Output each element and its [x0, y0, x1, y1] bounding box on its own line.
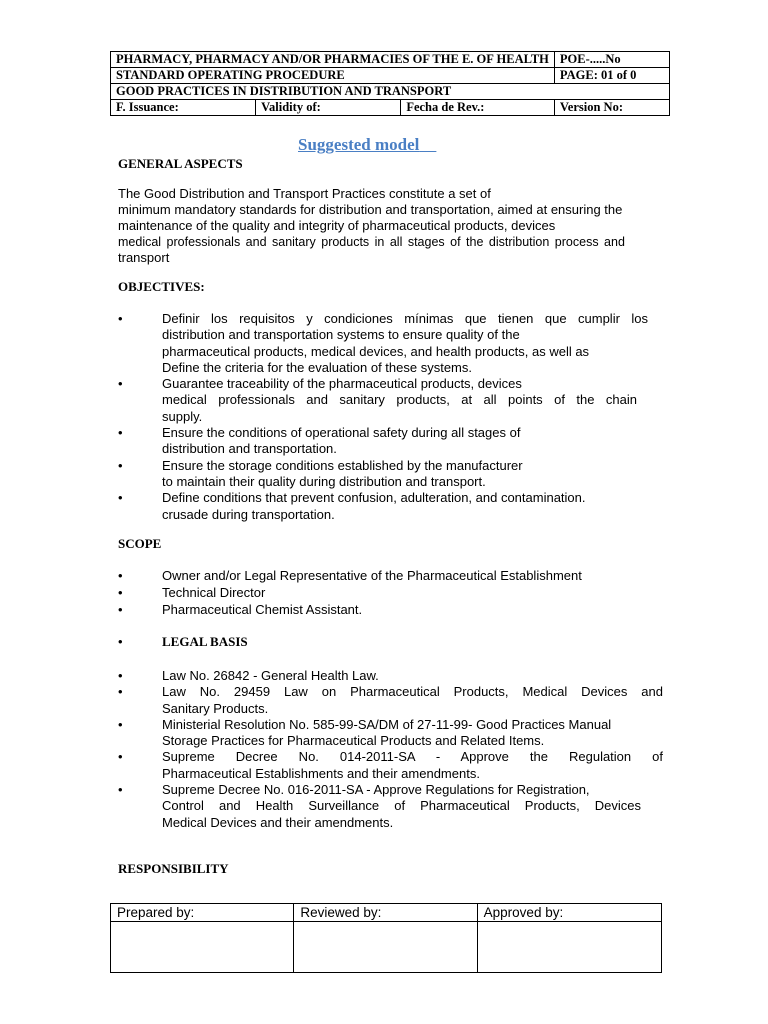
header-title: GOOD PRACTICES IN DISTRIBUTION AND TRANSPORT — [111, 84, 670, 100]
item-line: Sanitary Products. — [162, 700, 269, 716]
item-line: Supreme Decree No. 016-2011-SA - Approve Regulations for Registration, — [162, 782, 590, 798]
item-line: supply. — [162, 408, 203, 424]
item-line: crusade during transportation. — [162, 506, 335, 522]
item-line: Define the criteria for the evaluation of these systems. — [162, 359, 472, 375]
paragraph-line: maintenance of the quality and integrity of pharmaceutical products, devices — [118, 218, 556, 233]
bullet: • — [118, 376, 123, 392]
list-item — [118, 717, 663, 750]
scope-list — [118, 567, 648, 618]
legal-basis-bullet: • — [118, 634, 123, 649]
header-page: PAGE: 01 of 0 — [554, 68, 669, 84]
header-revision-date: Fecha de Rev.: — [401, 100, 555, 116]
list-item — [118, 782, 663, 831]
list-item — [118, 684, 663, 717]
list-item — [118, 567, 648, 584]
header-institution: PHARMACY, PHARMACY AND/OR PHARMACIES OF THE E. OF HEALTH — [111, 52, 555, 68]
paragraph-line: The Good Distribution and Transport Practices constitute a set of — [118, 186, 491, 201]
paragraph-line: minimum mandatory standards for distribution and transportation, aimed at ensuring the — [118, 202, 623, 217]
item-line: Definir los requisitos y condiciones mínimas que tienen que cumplir los — [162, 311, 648, 326]
general-aspects-heading: GENERAL ASPECTS — [118, 156, 243, 171]
item-line: Supreme Decree No. 014-2011-SA - Approve the Regulation of — [162, 749, 663, 765]
item-line: Ministerial Resolution No. 585-99-SA/DM of 27-11-99- Good Practices Manual — [162, 716, 612, 732]
item-line: Ensure the conditions of operational safety during all stages of — [162, 425, 521, 441]
reviewed-by-header: Reviewed by: — [294, 904, 477, 922]
bullet: • — [118, 490, 123, 506]
bullet: • — [118, 749, 123, 765]
item-line: distribution and transportation systems to ensure quality of the — [162, 327, 520, 343]
item-line: Pharmaceutical Chemist Assistant. — [162, 602, 363, 617]
responsibility-table — [110, 903, 662, 973]
list-item — [118, 601, 648, 618]
bullet: • — [118, 668, 123, 683]
objectives-heading: OBJECTIVES: — [118, 279, 205, 294]
list-item — [118, 425, 648, 458]
legal-basis-list — [118, 668, 663, 831]
bullet: • — [118, 585, 123, 600]
item-line: Guarantee traceability of the pharmaceutical products, devices — [162, 376, 522, 392]
paragraph-line: medical professionals and sanitary products in all stages of the distribution process and — [118, 235, 625, 249]
item-line: Define conditions that prevent confusion, adulteration, and contamination. — [162, 490, 586, 506]
header-poe-number: POE-.....No — [554, 52, 669, 68]
approved-by-header: Approved by: — [477, 904, 661, 922]
item-line: Law No. 26842 - General Health Law. — [162, 668, 379, 683]
bullet: • — [118, 311, 123, 326]
item-line: to maintain their quality during distribution and transport. — [162, 473, 486, 489]
item-line: Technical Director — [162, 585, 266, 600]
item-line: medical professionals and sanitary products, at all points of the chain — [162, 392, 637, 408]
list-item — [118, 458, 648, 491]
bullet: • — [118, 684, 123, 700]
objectives-list — [118, 311, 648, 523]
bullet: • — [118, 568, 123, 583]
list-item — [118, 490, 648, 523]
item-line: Storage Practices for Pharmaceutical Products and Related Items. — [162, 733, 545, 749]
legal-basis-heading: LEGAL BASIS — [162, 634, 248, 649]
bullet: • — [118, 457, 123, 473]
item-line: Control and Health Surveillance of Pharmaceutical Products, Devices — [162, 798, 641, 814]
list-item — [118, 668, 663, 684]
header-validity: Validity of: — [256, 100, 401, 116]
bullet: • — [118, 782, 123, 798]
item-line: distribution and transportation. — [162, 441, 337, 457]
list-item — [118, 584, 648, 601]
item-line: Ensure the storage conditions established by the manufacturer — [162, 457, 523, 473]
item-line: Law No. 29459 Law on Pharmaceutical Products, Medical Devices and — [162, 684, 663, 700]
bullet: • — [118, 425, 123, 441]
approved-by-cell[interactable] — [477, 922, 661, 973]
header-version: Version No: — [554, 100, 669, 116]
document-header-table — [110, 51, 670, 116]
list-item — [118, 749, 663, 782]
prepared-by-header: Prepared by: — [111, 904, 294, 922]
reviewed-by-cell[interactable] — [294, 922, 477, 973]
header-issuance: F. Issuance: — [111, 100, 256, 116]
header-doc-type: STANDARD OPERATING PROCEDURE — [111, 68, 555, 84]
bullet: • — [118, 716, 123, 732]
item-line: Pharmaceutical Establishments and their amendments. — [162, 765, 480, 781]
list-item — [118, 311, 648, 376]
item-line: Medical Devices and their amendments. — [162, 814, 394, 830]
prepared-by-cell[interactable] — [111, 922, 294, 973]
general-aspects-paragraph — [118, 186, 674, 266]
list-item — [118, 376, 648, 425]
item-line: pharmaceutical products, medical devices, and health products, as well as — [162, 343, 590, 359]
scope-heading: SCOPE — [118, 536, 162, 551]
bullet: • — [118, 602, 123, 617]
paragraph-line: transport — [118, 250, 170, 265]
item-line: Owner and/or Legal Representative of the Pharmaceutical Establishment — [162, 568, 582, 583]
suggested-model-title: Suggested model — [298, 135, 420, 154]
responsibility-heading: RESPONSIBILITY — [118, 861, 229, 876]
